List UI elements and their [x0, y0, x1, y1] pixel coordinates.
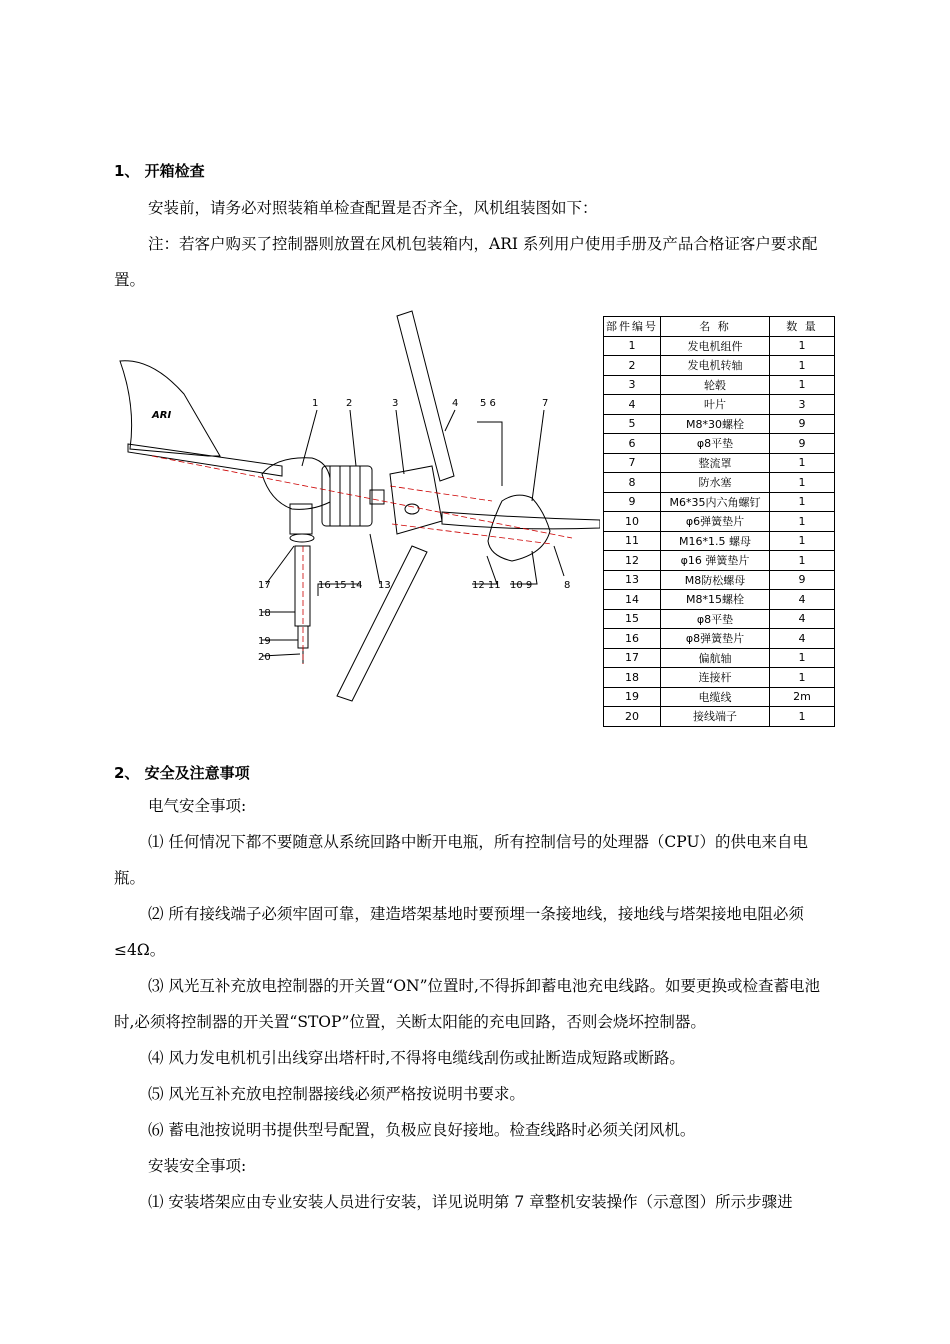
cell-part-name: M8*30螺栓: [661, 414, 770, 434]
parts-table-row: [604, 512, 835, 532]
cell-quantity: 4: [770, 629, 835, 649]
cell-part-number: 16: [604, 629, 661, 649]
callout-2: 2: [346, 398, 353, 409]
cell-quantity: 4: [770, 609, 835, 629]
cell-quantity: 1: [770, 336, 835, 356]
cell-part-number: 15: [604, 609, 661, 629]
cell-part-name: φ6弹簧垫片: [661, 512, 770, 532]
cell-part-number: 1: [604, 336, 661, 356]
header-part-name: 名 称: [661, 317, 770, 337]
callout-3: 3: [392, 398, 399, 409]
cell-part-name: 发电机转轴: [661, 356, 770, 376]
install-safety-title: 安装安全事项:: [148, 1157, 247, 1175]
parts-table-row: [604, 414, 835, 434]
cell-quantity: 1: [770, 473, 835, 493]
blade-top: [397, 311, 454, 481]
cell-quantity: 9: [770, 414, 835, 434]
nacelle: [262, 458, 330, 510]
parts-table-row: [604, 336, 835, 356]
parts-table-row: [604, 570, 835, 590]
parts-table-row: [604, 434, 835, 454]
callout-4: 4: [452, 398, 459, 409]
cell-quantity: 1: [770, 453, 835, 473]
cell-part-name: 连接杆: [661, 668, 770, 688]
cell-quantity: 1: [770, 512, 835, 532]
cell-part-number: 5: [604, 414, 661, 434]
callout-20: 20: [258, 652, 271, 663]
cell-part-number: 20: [604, 707, 661, 727]
blade-right: [442, 512, 600, 529]
cell-part-name: 叶片: [661, 395, 770, 415]
cell-part-number: 4: [604, 395, 661, 415]
connecting-rod: [295, 546, 310, 626]
parts-table-header: [604, 317, 835, 337]
cell-part-name: φ8平垫: [661, 434, 770, 454]
cell-part-number: 9: [604, 492, 661, 512]
exploded-assembly-diagram: [112, 306, 600, 716]
parts-table-row: [604, 629, 835, 649]
callout-12-11: 12 11: [472, 580, 501, 591]
assembly-figure: [112, 306, 842, 736]
cell-part-number: 6: [604, 434, 661, 454]
safety-item-4: ⑷ 风力发电机机引出线穿出塔杆时,不得将电缆线刮伤或扯断造成短路或断路。: [148, 1049, 685, 1067]
parts-table-row: [604, 648, 835, 668]
parts-table-row: [604, 473, 835, 493]
cell-quantity: 1: [770, 707, 835, 727]
cell-quantity: 1: [770, 492, 835, 512]
callout-18: 18: [258, 608, 271, 619]
cell-quantity: 1: [770, 648, 835, 668]
parts-table-row: [604, 375, 835, 395]
cell-quantity: 2m: [770, 687, 835, 707]
parts-table-body: [604, 336, 835, 726]
section-2-heading: 2、 安全及注意事项: [114, 764, 250, 782]
safety-item-2: ⑵ 所有接线端子必须牢固可靠，建造塔架基地时要预埋一条接地线，接地线与塔架接地电阻必须≤4Ω。: [114, 905, 804, 959]
parts-table-row: [604, 395, 835, 415]
callout-13: 13: [378, 580, 391, 591]
cell-quantity: 3: [770, 395, 835, 415]
parts-table-row: [604, 668, 835, 688]
cell-quantity: 1: [770, 551, 835, 571]
callout-17: 17: [258, 580, 271, 591]
safety-item-3: ⑶ 风光互补充放电控制器的开关置“ON”位置时,不得拆卸蓄电池充电线路。如要更换或检查蓄电池时,必须将控制器的开关置“STOP”位置，关断太阳能的充电回路，否则会烧坏控制器。: [114, 977, 820, 1031]
cell-part-name: φ16 弹簧垫片: [661, 551, 770, 571]
cell-part-name: φ8弹簧垫片: [661, 629, 770, 649]
tail-boom: [128, 444, 282, 476]
parts-table-row: [604, 453, 835, 473]
cell-part-name: M8*15螺栓: [661, 590, 770, 610]
callout-19: 19: [258, 636, 271, 647]
tail-logo: ARI: [152, 410, 172, 421]
note-paragraph: 注：若客户购买了控制器则放置在风机包装箱内，ARI 系列用户使用手册及产品合格证客户要求配置。: [114, 235, 818, 289]
header-part-number: 部件编号: [604, 317, 661, 337]
cell-quantity: 1: [770, 531, 835, 551]
cell-quantity: 1: [770, 375, 835, 395]
callout-5-6: 5 6: [480, 398, 496, 409]
cell-quantity: 9: [770, 570, 835, 590]
cell-part-number: 3: [604, 375, 661, 395]
cell-part-name: 电缆线: [661, 687, 770, 707]
parts-table-row: [604, 609, 835, 629]
header-quantity: 数 量: [770, 317, 835, 337]
install-item-1: ⑴ 安装塔架应由专业安装人员进行安装，详见说明第 7 章整机安装操作（示意图）所示步骤进: [148, 1193, 793, 1211]
cell-part-number: 19: [604, 687, 661, 707]
parts-table-row: [604, 590, 835, 610]
cell-part-number: 7: [604, 453, 661, 473]
cell-quantity: 4: [770, 590, 835, 610]
cell-part-name: M6*35内六角螺钉: [661, 492, 770, 512]
safety-item-6: ⑹ 蓄电池按说明书提供型号配置，负极应良好接地。检查线路时必须关闭风机。: [148, 1121, 696, 1139]
cell-quantity: 9: [770, 434, 835, 454]
parts-table-row: [604, 356, 835, 376]
parts-table-row: [604, 492, 835, 512]
cell-part-number: 11: [604, 531, 661, 551]
cell-part-name: 整流罩: [661, 453, 770, 473]
cell-part-number: 13: [604, 570, 661, 590]
safety-item-1: ⑴ 任何情况下都不要随意从系统回路中断开电瓶，所有控制信号的处理器（CPU）的供电来自电瓶。: [114, 833, 809, 887]
hub: [390, 466, 442, 534]
callout-1: 1: [312, 398, 319, 409]
blade-bottom: [337, 546, 427, 701]
section-1-heading: 1、 开箱检查: [114, 162, 205, 180]
cell-part-number: 17: [604, 648, 661, 668]
cell-part-name: 偏航轴: [661, 648, 770, 668]
cell-part-number: 12: [604, 551, 661, 571]
parts-list-table: [603, 316, 835, 727]
cell-quantity: 1: [770, 668, 835, 688]
parts-table-row: [604, 707, 835, 727]
callout-16-15-14: 16 15 14: [318, 580, 363, 591]
cell-part-number: 8: [604, 473, 661, 493]
unpacking-paragraph: 安装前，请务必对照装箱单检查配置是否齐全，风机组装图如下：: [148, 199, 598, 217]
safety-item-5: ⑸ 风光互补充放电控制器接线必须严格按说明书要求。: [148, 1085, 525, 1103]
parts-table-row: [604, 551, 835, 571]
cell-part-number: 18: [604, 668, 661, 688]
cell-part-number: 14: [604, 590, 661, 610]
electrical-safety-title: 电气安全事项:: [148, 797, 247, 815]
cell-part-name: 防水塞: [661, 473, 770, 493]
parts-table-row: [604, 531, 835, 551]
cell-part-name: 发电机组件: [661, 336, 770, 356]
tail-fin: [120, 361, 220, 456]
cell-quantity: 1: [770, 356, 835, 376]
callout-8: 8: [564, 580, 571, 591]
cell-part-name: φ8平垫: [661, 609, 770, 629]
callout-7: 7: [542, 398, 549, 409]
parts-table-row: [604, 687, 835, 707]
cell-part-name: 接线端子: [661, 707, 770, 727]
cell-part-number: 10: [604, 512, 661, 532]
cell-part-name: M8防松螺母: [661, 570, 770, 590]
cell-part-number: 2: [604, 356, 661, 376]
cell-part-name: 轮毂: [661, 375, 770, 395]
cell-part-name: M16*1.5 螺母: [661, 531, 770, 551]
callout-10-9: 10 9: [510, 580, 533, 591]
